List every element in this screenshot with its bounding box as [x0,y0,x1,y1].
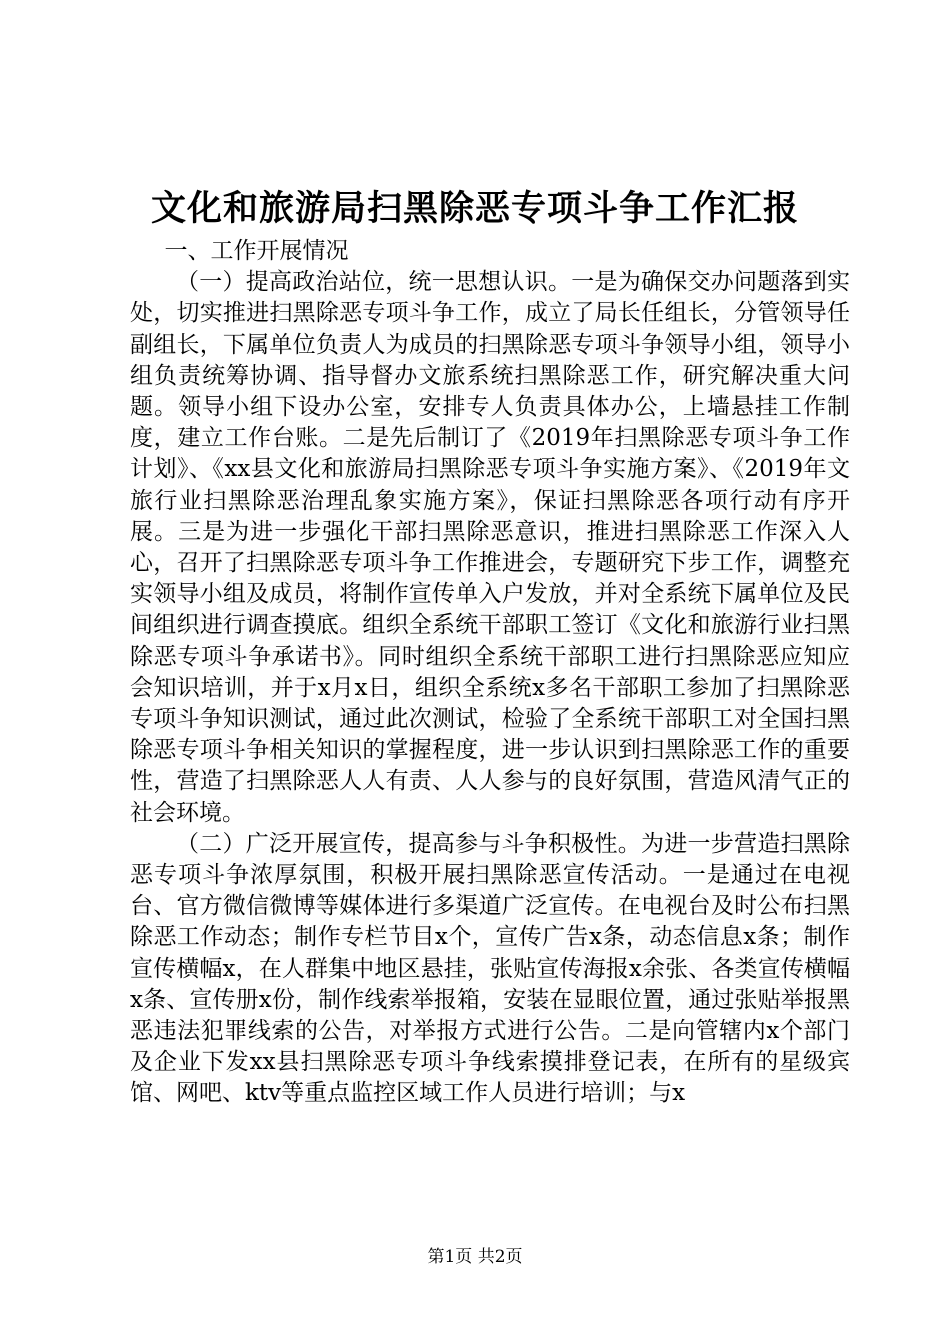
section-heading: 一、工作开展情况 [164,238,349,264]
paragraph-2: （二）广泛开展宣传，提高参与斗争积极性。为进一步营造扫黑除恶专项斗争浓厚氛围，积极开展扫黑除恶宣传活动。一是通过在电视台、官方微信微博等媒体进行多渠道广泛宣传。在电视台及时公布扫黑除恶工作动态；制作专栏节目x个，宣传广告x条，动态信息x条；制作宣传横幅x，在人群集中地区悬挂，张贴宣传海报x余张、各类宣传横幅x条、宣传册x份，制作线索举报箱，安装在显眼位置，通过张贴举报黑恶违法犯罪线索的公告，对举报方式进行公告。二是向管辖内x个部门及企业下发xx县扫黑除恶专项斗争线索摸排登记表，在所有的星级宾馆、网吧、ktv等重点监控区域工作人员进行培训；与x [130,830,850,1107]
document-title: 文化和旅游局扫黑除恶专项斗争工作汇报 [150,188,799,229]
document-body [130,236,850,1110]
page-number-footer: 第1页 共2页 [427,1247,523,1267]
paragraph-1: （一）提高政治站位，统一思想认识。一是为确保交办问题落到实处，切实推进扫黑除恶专项斗争工作，成立了局长任组长，分管领导任副组长，下属单位负责人为成员的扫黑除恶专项斗争领导小组，领导小组负责统筹协调、指导督办文旅系统扫黑除恶工作，研究解决重大问题。领导小组下设办公室，安排专人负责具体办公，上墙悬挂工作制度，建立工作台账。二是先后制订了《2019年扫黑除恶专项斗争工作计划》、《xx县文化和旅游局扫黑除恶专项斗争实施方案》、《2019年文旅行业扫黑除恶治理乱象实施方案》，保证扫黑除恶各项行动有序开展。三是为进一步强化干部扫黑除恶意识，推进扫黑除恶工作深入人心，召开了扫黑除恶专项斗争工作推进会，专题研究下步工作，调整充实领导小组及成员，将制作宣传单入户发放，并对全系统下属单位及民间组织进行调查摸底。组织全系统干部职工签订《文化和旅游行业扫黑除恶专项斗争承诺书》。同时组织全系统干部职工进行扫黑除恶应知应会知识培训，并于x月x日，组织全系统x多名干部职工参加了扫黑除恶专项斗争知识测试，通过此次测试，检验了全系统干部职工对全国扫黑除恶专项斗争相关知识的掌握程度，进一步认识到扫黑除恶工作的重要性，营造了扫黑除恶人人有责、人人参与的良好氛围，营造风清气正的社会环境。 [130,269,850,826]
